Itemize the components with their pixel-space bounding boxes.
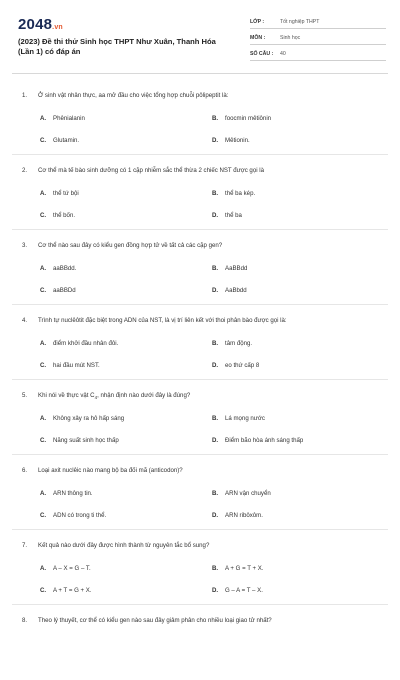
option-letter: D.: [212, 587, 219, 594]
option-text: thể ba kép.: [225, 190, 256, 197]
option-text: Lá mọng nước: [225, 415, 265, 422]
question-text: Kết quả nào dưới đây được hình thành từ nguyên tắc bổ sung?: [38, 542, 210, 549]
option-text: hai đầu mút NST.: [53, 362, 100, 369]
question-stem: [22, 92, 228, 99]
option-text: aaBBdd.: [53, 265, 77, 272]
option-a[interactable]: [40, 340, 118, 347]
option-c[interactable]: [40, 362, 100, 369]
question-text: Trình tự nuclêôtit đặc biệt trong ADN của NST, là vị trí liên kết với thoi phân bào được gọi là:: [38, 317, 287, 324]
option-text: Điểm bão hòa ánh sáng thấp: [225, 437, 304, 444]
question-2: [12, 155, 388, 230]
option-c[interactable]: [40, 137, 79, 144]
question-number: 6.: [22, 467, 28, 474]
question-number: 2.: [22, 167, 28, 174]
question-stem: [22, 242, 222, 249]
option-text: AaBBdd: [225, 265, 248, 272]
meta-label: SỐ CÂU :: [250, 51, 274, 57]
meta-row-subject: [250, 32, 386, 45]
subscript: 4: [94, 395, 98, 401]
question-stem: [22, 467, 183, 474]
option-text: tâm động.: [225, 340, 253, 347]
option-text: Mêtionin.: [225, 137, 250, 144]
option-c[interactable]: [40, 212, 75, 219]
question-3: [12, 230, 388, 305]
option-text: Năng suất sinh học thấp: [53, 437, 119, 444]
question-list: [12, 80, 388, 680]
option-b[interactable]: [212, 190, 255, 197]
option-c[interactable]: [40, 587, 92, 594]
option-letter: D.: [212, 437, 219, 444]
exam-meta: [250, 16, 386, 64]
option-text: eo thứ cấp 8: [225, 362, 260, 369]
option-letter: D.: [212, 137, 219, 144]
option-letter: A.: [40, 190, 47, 197]
exam-title: (2023) Đề thi thử Sinh học THPT Như Xuân, Thanh Hóa (Lần 1) có đáp án: [18, 37, 216, 56]
option-text: ARN ribôxôm.: [225, 512, 263, 519]
option-d[interactable]: [212, 137, 250, 144]
option-text: Không xảy ra hô hấp sáng: [53, 415, 125, 422]
option-b[interactable]: [212, 115, 271, 122]
option-c[interactable]: [40, 437, 119, 444]
question-stem: [22, 167, 264, 174]
option-letter: A.: [40, 340, 47, 347]
option-d[interactable]: [212, 362, 259, 369]
site-logo[interactable]: [18, 16, 63, 33]
option-letter: D.: [212, 512, 219, 519]
question-number: 3.: [22, 242, 28, 249]
meta-value: Sinh học: [280, 35, 301, 41]
exam-page: [12, 10, 388, 624]
option-letter: B.: [212, 265, 219, 272]
option-a[interactable]: [40, 265, 76, 272]
option-letter: B.: [212, 415, 219, 422]
option-text: G – A = T – X.: [225, 587, 263, 594]
option-text: A + T = G + X.: [53, 587, 92, 594]
option-b[interactable]: [212, 565, 264, 572]
logo-suffix: .vn: [52, 24, 63, 31]
question-text: Cơ thể mà tế bào sinh dưỡng có 1 cặp nhiễm sắc thể thừa 2 chiếc NST được gọi là: [38, 167, 265, 174]
option-letter: C.: [40, 287, 47, 294]
option-letter: A.: [40, 490, 47, 497]
question-number: 8.: [22, 617, 28, 624]
question-number: 7.: [22, 542, 28, 549]
meta-row-class: [250, 16, 386, 29]
question-number: 5.: [22, 392, 28, 399]
option-b[interactable]: [212, 490, 271, 497]
option-d[interactable]: [212, 287, 247, 294]
option-d[interactable]: [212, 512, 263, 519]
meta-value: 40: [280, 51, 286, 57]
option-letter: C.: [40, 512, 47, 519]
question-7: [12, 530, 388, 605]
question-text-part: , nhận định nào dưới đây là đúng?: [97, 392, 191, 399]
meta-value: Tốt nghiệp THPT: [280, 19, 320, 25]
page-header: [12, 10, 388, 62]
option-b[interactable]: [212, 415, 265, 422]
option-text: điểm khởi đầu nhân đôi.: [53, 340, 119, 347]
question-text: [38, 392, 190, 399]
option-letter: B.: [212, 490, 219, 497]
option-text: Phênialanin: [53, 115, 85, 122]
header-divider: [12, 73, 388, 74]
option-a[interactable]: [40, 415, 124, 422]
question-5: [12, 380, 388, 455]
option-letter: C.: [40, 587, 47, 594]
question-8: [12, 605, 388, 680]
option-text: thể tứ bội: [53, 190, 79, 197]
question-number: 1.: [22, 92, 28, 99]
question-stem: [22, 317, 287, 324]
question-stem: [22, 542, 209, 549]
question-text: Cơ thể nào sau đây có kiểu gen đồng hợp tử về tất cả các cặp gen?: [38, 242, 223, 249]
option-b[interactable]: [212, 340, 252, 347]
option-a[interactable]: [40, 565, 91, 572]
option-letter: B.: [212, 190, 219, 197]
meta-label: MÔN :: [250, 35, 266, 41]
question-4: [12, 305, 388, 380]
question-stem: [22, 392, 190, 400]
option-d[interactable]: [212, 437, 303, 444]
meta-row-count: [250, 48, 386, 61]
option-letter: A.: [40, 565, 47, 572]
option-text: thể bốn.: [53, 212, 76, 219]
question-text: Loại axit nuclêic nào mang bộ ba đối mã (anticodon)?: [38, 467, 183, 474]
question-text-part: Khi nói về thực vật C: [38, 392, 95, 399]
question-1: [12, 80, 388, 155]
option-a[interactable]: [40, 490, 93, 497]
option-letter: A.: [40, 265, 47, 272]
option-letter: D.: [212, 287, 219, 294]
question-text: Theo lý thuyết, cơ thể có kiểu gen nào sau đây giảm phân cho nhiều loại giao tử nhất?: [38, 617, 272, 624]
option-text: AaBbdd: [225, 287, 247, 294]
meta-label: LỚP :: [250, 19, 265, 25]
option-letter: B.: [212, 115, 219, 122]
question-6: [12, 455, 388, 530]
option-c[interactable]: [40, 287, 76, 294]
option-letter: D.: [212, 212, 219, 219]
question-text: Ở sinh vật nhân thực, aa mở đầu cho việc tổng hợp chuỗi pôlipeptit là:: [38, 92, 229, 99]
option-text: A + G = T + X.: [225, 565, 264, 572]
logo-text: 2048: [18, 16, 53, 33]
option-letter: B.: [212, 340, 219, 347]
option-letter: C.: [40, 137, 47, 144]
option-letter: C.: [40, 362, 47, 369]
option-text: ARN vận chuyển: [225, 490, 271, 497]
option-c[interactable]: [40, 512, 106, 519]
option-letter: A.: [40, 115, 47, 122]
option-letter: C.: [40, 437, 47, 444]
option-text: thể ba: [225, 212, 242, 219]
option-text: Glutamin.: [53, 137, 80, 144]
option-text: ARN thông tin.: [53, 490, 93, 497]
option-letter: B.: [212, 565, 219, 572]
question-number: 4.: [22, 317, 28, 324]
option-text: aaBBDd: [53, 287, 76, 294]
option-a[interactable]: [40, 115, 85, 122]
option-letter: A.: [40, 415, 47, 422]
option-b[interactable]: [212, 265, 247, 272]
option-letter: D.: [212, 362, 219, 369]
question-stem: [22, 617, 272, 624]
option-text: A – X = G – T.: [53, 565, 91, 572]
option-d[interactable]: [212, 587, 263, 594]
option-text: foocmin mêtiônin: [225, 115, 272, 122]
option-a[interactable]: [40, 190, 79, 197]
option-d[interactable]: [212, 212, 242, 219]
option-text: ADN có trong ti thể.: [53, 512, 107, 519]
option-letter: C.: [40, 212, 47, 219]
